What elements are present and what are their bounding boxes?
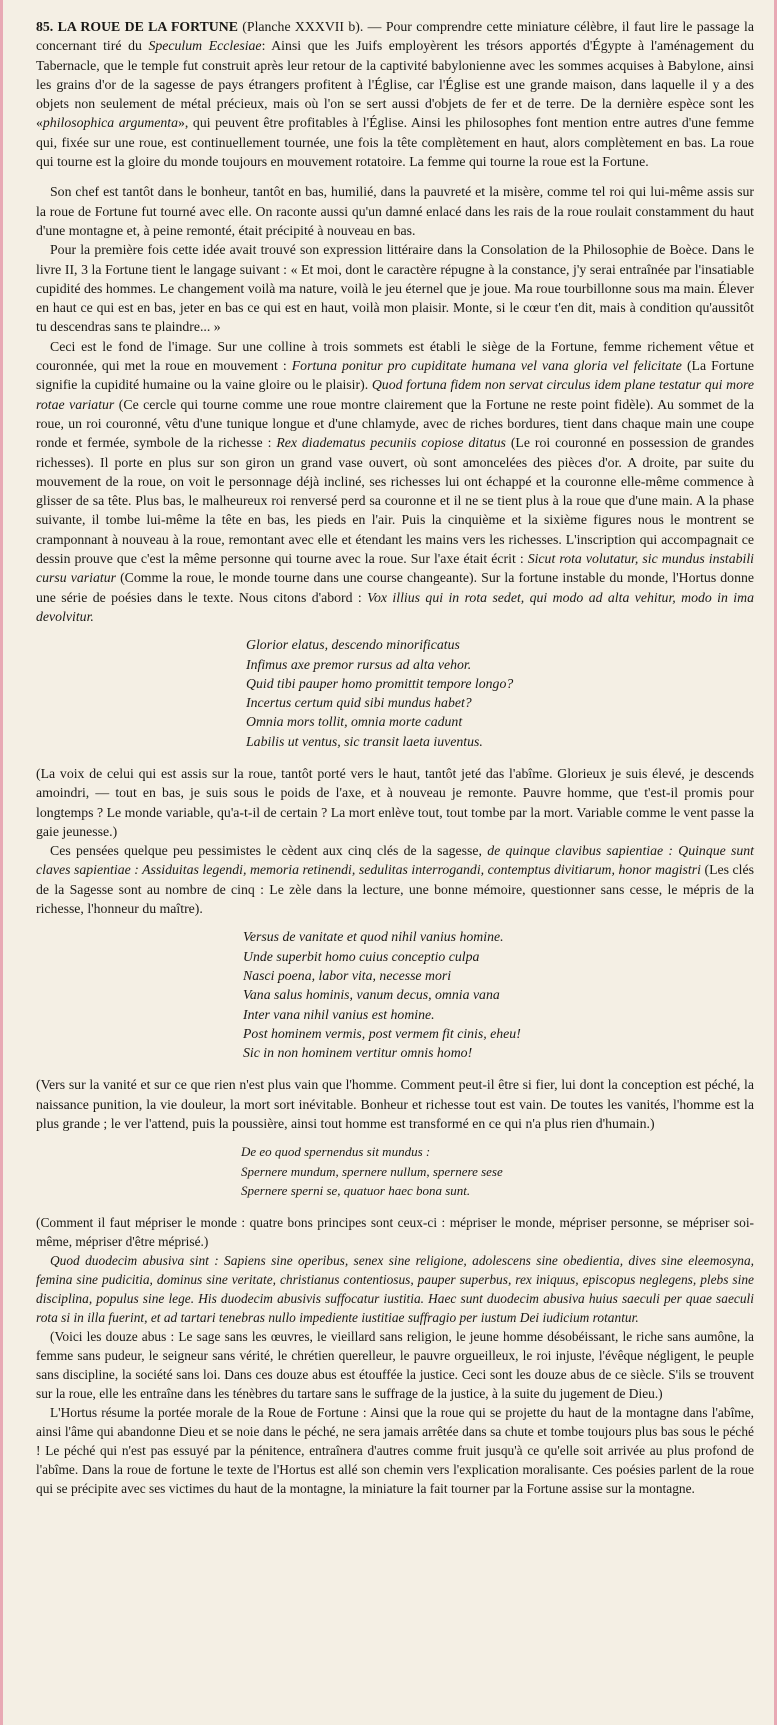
paragraph-fortune-head: Son chef est tantôt dans le bonheur, tantôt en bas, humilié, dans la pauvreté et la misère, comme tel roi qui lui-même assis sur la roue de Fortune fut tourné avec elle. On raconte aussi qu'un damné enlacé dans les rais de la roue roulait constamment du haut d'une montagne et, à peine remonté, était précipité à nouveau en bas. xyxy=(36,184,754,238)
intro-paragraph: 85. LA ROUE DE LA FORTUNE (Planche XXXVII b). — Pour comprendre cette miniature célèbre, il faut lire le passage la concernant tiré du Speculum Ecclesiae: Ainsi que les Juifs employèrent les trésors apportés d'Égypte à l'aménagement du Tabernacle, que le temple fut construit après leur retour de la captivité babylonienne avec les sommes acquises à Babylone, ainsi les grains d'or de la sagesse de pays étrangers profitent à l'Église, car l'Église est une grande maison, dans laquelle il y a des objets non seulement de métal précieux, mais où l'on se sert aussi d'objets de fer et de terre. De la dernière espèce sont les «philosophica argumenta», qui peuvent être profitables à l'Église. Ainsi les philosophes font mention entre autres d'une femme qui, fixée sur une roue, est continuellement tournée, une fois la tête complètement en haut, alors complètement en bas. La roue qui tourne est la gloire du monde toujours en mouvement rotatoire. La femme qui tourne la roue est la Fortune. xyxy=(36,19,754,170)
verse-line: Glorior elatus, descendo minorificatus xyxy=(246,637,460,653)
verse-block-spernere xyxy=(36,1142,754,1200)
verse-line: Post hominem vermis, post vermem fit cinis, eheu! xyxy=(243,1025,521,1041)
paragraph-image-description: Ceci est le fond de l'image. Sur une colline à trois sommets est établi le siège de la Fortune, femme richement vêtue et couronnée, qui met la roue en mouvement : Fortuna ponitur pro cupiditate humana vel vana gloria vel felicitate (La Fortune signifie la cupidité humaine ou la vaine gloire ou le plaisir). Quod fortuna fidem non servat circulus idem plane testatur qui more rotae variatur (Ce cercle qui tourne comme une roue montre clairement que la Fortune ne reste point fidèle). Au sommet de la roue, un roi couronné, vêtu d'une tunique longue et d'une chlamyde, avec de riches bordures, tient dans chaque main une coupe ronde et fermée, symbole de la richesse : Rex diadematus pecuniis copiose ditatus (Le roi couronné en possession de grandes richesses). Il porte en plus sur son giron un grand vase ouvert, où sont amoncelées des pièces d'or. A droite, par suite du mouvement de la roue, on voit le personnage déjà incliné, ses richesses lui ont échappé et la couronne elle-même commence à glisser de sa tête. Plus bas, le malheureux roi renversé perd sa couronne et il ne se tient plus à la roue que d'une main. A la phase suivante, il tombe lui-même la tête en bas, les pieds en l'air. Puis la cinquième et la sixième figures nous le montrent se cramponnant à nouveau à la roue, remontant avec elle et étendant les mains vers les richesses. L'inscription qui accompagnait ce dessin prouve que c'est la même personne qui tourne avec la roue. Sur l'axe était écrit : Sicut rota volutatur, sic mundus instabili cursu variatur (Comme la roue, le monde tourne dans une course changeante). Sur la fortune instable du monde, l'Hortus donne une série de poésies dans le texte. Nous citons d'abord : Vox illius qui in rota sedet, qui modo ad alta vehitur, modo in ima devolvitur. xyxy=(36,338,755,624)
verse-line: Labilis ut ventus, sic transit laeta iuventus. xyxy=(246,733,483,749)
verse-line: Vana salus hominis, vanum decus, omnia vana xyxy=(243,987,500,1003)
verse-line: Incertus certum quid sibi mundus habet? xyxy=(246,695,472,711)
paragraph-twelve-abuses-latin: Quod duodecim abusiva sint : Sapiens sine operibus, senex sine religione, adolescens sine obedientia, dives sine eleemosyna, femina sine pudicitia, dominus sine veritate, christianus contentiosus, pauper superbus, rex iniquus, episcopus neglegens, plebs sine disciplina, populus sine lege. His duodecim abusivis suffocatur iustitia. Haec sunt duodecim abusiva huius saeculi per quae saeculi rota si in illa fuerint, et ad tartari tenebras nullo impediente iustitiae suffragio per iustum Dei iudicium rotantur. xyxy=(36,1253,754,1326)
verse-line: Inter vana nihil vanius est homine. xyxy=(243,1006,435,1022)
paragraph-hortus-summary: L'Hortus résume la portée morale de la Roue de Fortune : Ainsi que la roue qui se projette du haut de la montagne dans l'abîme, ainsi l'âme qui abandonne Dieu et se noie dans le péché, ne sera jamais arrêtée dans sa chute et tombe toujours plus bas sous le péché ! Le péché qui n'est pas essuyé par la pénitence, entraînera d'autres comme fruit jusqu'à ce qu'elle soit arrivée au plus profond de l'abîme. Dans la roue de fortune le texte de l'Hortus est allé son chemin vers l'explication moralisante. Ces poésies parlent de la roue qui se précipite avec ses victimes du haut de la montagne, la miniature la fait tourner par la Fortune assise sur la montagne. xyxy=(36,1405,754,1497)
verse-line: Quid tibi pauper homo promittit tempore longo? xyxy=(246,675,514,691)
verse-line: Nasci poena, labor vita, necesse mori xyxy=(243,967,452,983)
verse-line: Unde superbit homo cuius conceptio culpa xyxy=(243,948,480,964)
verse-line: Spernere sperni se, quatuor haec bona sunt. xyxy=(241,1182,471,1198)
entry-title: LA ROUE DE LA FORTUNE xyxy=(57,19,238,34)
verse-block-vanitate xyxy=(36,927,754,1062)
plate-reference: (Planche XXXVII b). xyxy=(242,19,364,34)
verse-line: De eo quod spernendus sit mundus : xyxy=(241,1144,431,1160)
verse-line: Sic in non hominem vertitur omnis homo! xyxy=(243,1045,473,1061)
paragraph-five-keys: Ces pensées quelque peu pessimistes le cèdent aux cinq clés de la sagesse, de quinque clavibus sapientiae : Quinque sunt claves sapientiae : Assiduitas legendi, memoria retinendi, sedulitas interrogandi, contemptus divitiarum, honor magistri (Les clés de la Sagesse sont au nombre de cinq : Le zèle dans la lecture, une bonne mémoire, questionner sans cesse, le mépris de la richesse, l'honneur du maître). xyxy=(36,843,754,917)
verse-line: Infimus axe premor rursus ad alta vehor. xyxy=(246,656,472,672)
paragraph-vanity-translation: (Vers sur la vanité et sur ce que rien n'est plus vain que l'homme. Comment peut-il être si fier, lui dont la conception est péché, la naissance punition, la vie douleur, la mort sort inévitable. Bonheur et richesse tout est vain. De toutes les vanités, l'homme est la plus grande ; le ver l'attend, puis la poussière, ainsi tout homme est transformé en ce qui n'a plus rien d'humain.) xyxy=(36,1077,754,1132)
paragraph-contempt-translation: (Comment il faut mépriser le monde : quatre bons principes sont ceux-ci : mépriser le monde, mépriser personne, se mépriser soi-même, mépriser d'être méprisé.) xyxy=(36,1215,754,1250)
verse-line: Spernere mundum, spernere nullum, spernere sese xyxy=(241,1163,503,1179)
verse-block-glorior xyxy=(36,635,754,751)
paragraph-boece: Pour la première fois cette idée avait trouvé son expression littéraire dans la Consolation de la Philosophie de Boèce. Dans le livre II, 3 la Fortune tient le langage suivant : « Et moi, dont le caractère répugne à la constance, j'y serai entraînée par l'insatiable cupidité des hommes. Le changement voilà ma nature, voilà le jeu éternel que je joue. Ma roue tourbillonne sous ma main. Élever en haut ce qui est en bas, jeter en bas ce qui est en haut, voilà mon plaisir. Monte, si le cœur t'en dit, mais à condition qu'aussitôt tu descendras sans te plaindre... » xyxy=(36,242,754,335)
verse-line: Omnia mors tollit, omnia morte cadunt xyxy=(246,714,463,730)
entry-number: 85. xyxy=(36,19,54,34)
verse-line: Versus de vanitate et quod nihil vanius homine. xyxy=(243,929,504,945)
source-title: Speculum Ecclesiae xyxy=(148,38,262,54)
paragraph-verse-translation: (La voix de celui qui est assis sur la roue, tantôt porté vers le haut, tantôt jeté das l'abîme. Glorieux je suis élevé, je descends amoindri, — tout en bas, je suis sous le poids de l'axe, et à nouveau je remonte. Pauvre homme, que t'est-il promis pour longtemps ? Le monde variable, qu'a-t-il de certain ? La mort enlève tout, tout tombe par la mort. Variable comme le vent passe la gaie jeunesse.) xyxy=(36,765,754,839)
paragraph-twelve-abuses: (Voici les douze abus : Le sage sans les œuvres, le vieillard sans religion, le jeune homme désobéissant, le riche sans aumône, la femme sans pudeur, le seigneur sans vérité, le chrétien querelleur, le pauvre orgueilleux, le roi injuste, l'évêque négligent, le peuple sans discipline, la société sans loi. Dans ces douze abus est étouffée la justice. Ceci sont les douze abus de ce siècle. S'ils se trouvent sur la roue, elle les entraîne dans les ténèbres du tartare sans le suffrage de la justice, à la suite du jugement de Dieu.) xyxy=(36,1329,754,1402)
lower-section xyxy=(36,1213,754,1498)
